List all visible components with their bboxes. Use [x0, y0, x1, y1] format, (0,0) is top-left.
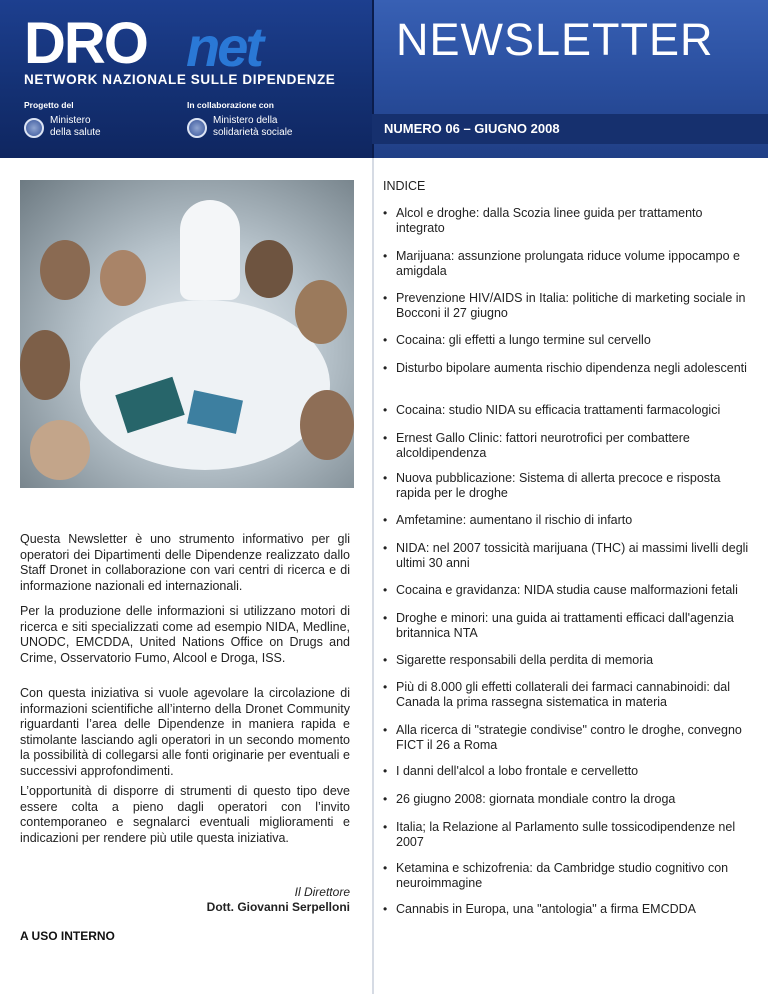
- toc-item: • Cocaina: gli effetti a lungo termine sul cervello: [383, 333, 651, 348]
- director-role: Il Direttore: [294, 885, 350, 899]
- photo-figure: [40, 240, 90, 300]
- republic-emblem-icon: [24, 118, 44, 138]
- toc-item: • Alla ricerca di "strategie condivise" contro le droghe, convegno FICT il 26 a Roma: [383, 723, 753, 752]
- toc-item: • NIDA: nel 2007 tossicità marijuana (THC) ai massimi livelli degli ultimi 30 anni: [383, 541, 753, 570]
- toc-item: • Sigarette responsabili della perdita di memoria: [383, 653, 653, 668]
- ministry-health: Ministero della salute: [50, 115, 101, 138]
- director-name: Dott. Giovanni Serpelloni: [206, 900, 350, 914]
- photo-figure: [100, 250, 146, 306]
- collaboration-label: In collaborazione con: [187, 100, 274, 110]
- issue-number: NUMERO 06 – GIUGNO 2008: [384, 121, 560, 136]
- toc-heading: INDICE: [383, 179, 426, 193]
- photo-figure: [30, 420, 90, 480]
- toc-item: • Cocaina: studio NIDA su efficacia trattamenti farmacologici: [383, 403, 720, 418]
- toc-item: • Droghe e minori: una guida ai trattamenti efficaci dall'agenzia britannica NTA: [383, 611, 753, 640]
- intro-paragraph: L’opportunità di disporre di strumenti di questo tipo deve essere colta a pieno dagli operatori con l’invito contemporaneo e segnalarci eventuali miglioramenti e indicazioni per rendere più utile questa iniziativa.: [20, 784, 350, 845]
- toc-item: • 26 giugno 2008: giornata mondiale contro la droga: [383, 792, 675, 807]
- team-photo: [20, 180, 354, 488]
- newsletter-title: NEWSLETTER: [396, 14, 714, 65]
- logo-net: net: [186, 15, 261, 78]
- photo-figure: [180, 200, 240, 300]
- internal-use-label: A USO INTERNO: [20, 929, 115, 943]
- photo-figure: [20, 330, 70, 400]
- toc-item: • I danni dell'alcol a lobo frontale e cervelletto: [383, 764, 638, 779]
- ministry-social: Ministero della solidarietà sociale: [213, 115, 293, 138]
- photo-table: [80, 300, 330, 470]
- toc-item: • Cannabis in Europa, una "antologia" a firma EMCDDA: [383, 902, 696, 917]
- intro-paragraph: Con questa iniziativa si vuole agevolare la circolazione di informazioni scientifiche all’interno della Dronet Community riguardanti l’area delle Dipendenze in maniera rapida e stimolante lasciando agli operatori in un secondo momento la possibilità di collegarsi alle fonti originarie per eventuali e successivi approfondimenti.: [20, 686, 350, 778]
- intro-paragraph: Questa Newsletter è uno strumento informativo per gli operatori dei Dipartimenti delle Dipendenze realizzato dallo Staff Dronet in collaborazione con vari centri di ricerca e di informazione nazionali ed internazionali.: [20, 532, 350, 593]
- photo-figure: [295, 280, 347, 344]
- toc-item: • Italia; la Relazione al Parlamento sulle tossicodipendenze nel 2007: [383, 820, 753, 849]
- toc-item: • Marijuana: assunzione prolungata riduce volume ippocampo e amigdala: [383, 249, 753, 278]
- republic-emblem-icon: [187, 118, 207, 138]
- toc-item: • Ernest Gallo Clinic: fattori neurotrofici per combattere alcoldipendenza: [383, 431, 753, 460]
- toc-item: • Ketamina e schizofrenia: da Cambridge studio cognitivo con neuroimmagine: [383, 861, 753, 890]
- toc-item: • Nuova pubblicazione: Sistema di allerta precoce e risposta rapida per le droghe: [383, 471, 753, 500]
- toc-item: • Prevenzione HIV/AIDS in Italia: politiche di marketing sociale in Bocconi il 27 giugno: [383, 291, 753, 320]
- project-label: Progetto del: [24, 100, 74, 110]
- photo-figure: [245, 240, 293, 298]
- logo-dro: DRO: [24, 11, 147, 76]
- toc-item: • Cocaina e gravidanza: NIDA studia cause malformazioni fetali: [383, 583, 738, 598]
- intro-paragraph: Per la produzione delle informazioni si utilizzano motori di ricerca e siti specializzati come ad esempio NIDA, Medline, UNODC, EMCDDA, United Nations Office on Drugs and Crime, Osservatorio Fumo, Alcool e Droga, ISS.: [20, 604, 350, 665]
- toc-item: • Amfetamine: aumentano il rischio di infarto: [383, 513, 632, 528]
- toc-item: • Disturbo bipolare aumenta rischio dipendenza negli adolescenti: [383, 361, 747, 376]
- toc-item: • Alcol e droghe: dalla Scozia linee guida per trattamento integrato: [383, 206, 753, 235]
- network-subtitle: NETWORK NAZIONALE SULLE DIPENDENZE: [24, 72, 336, 87]
- photo-figure: [300, 390, 354, 460]
- toc-item: • Più di 8.000 gli effetti collaterali dei farmaci cannabinoidi: dal Canada la prima rassegna sistematica in materia: [383, 680, 753, 709]
